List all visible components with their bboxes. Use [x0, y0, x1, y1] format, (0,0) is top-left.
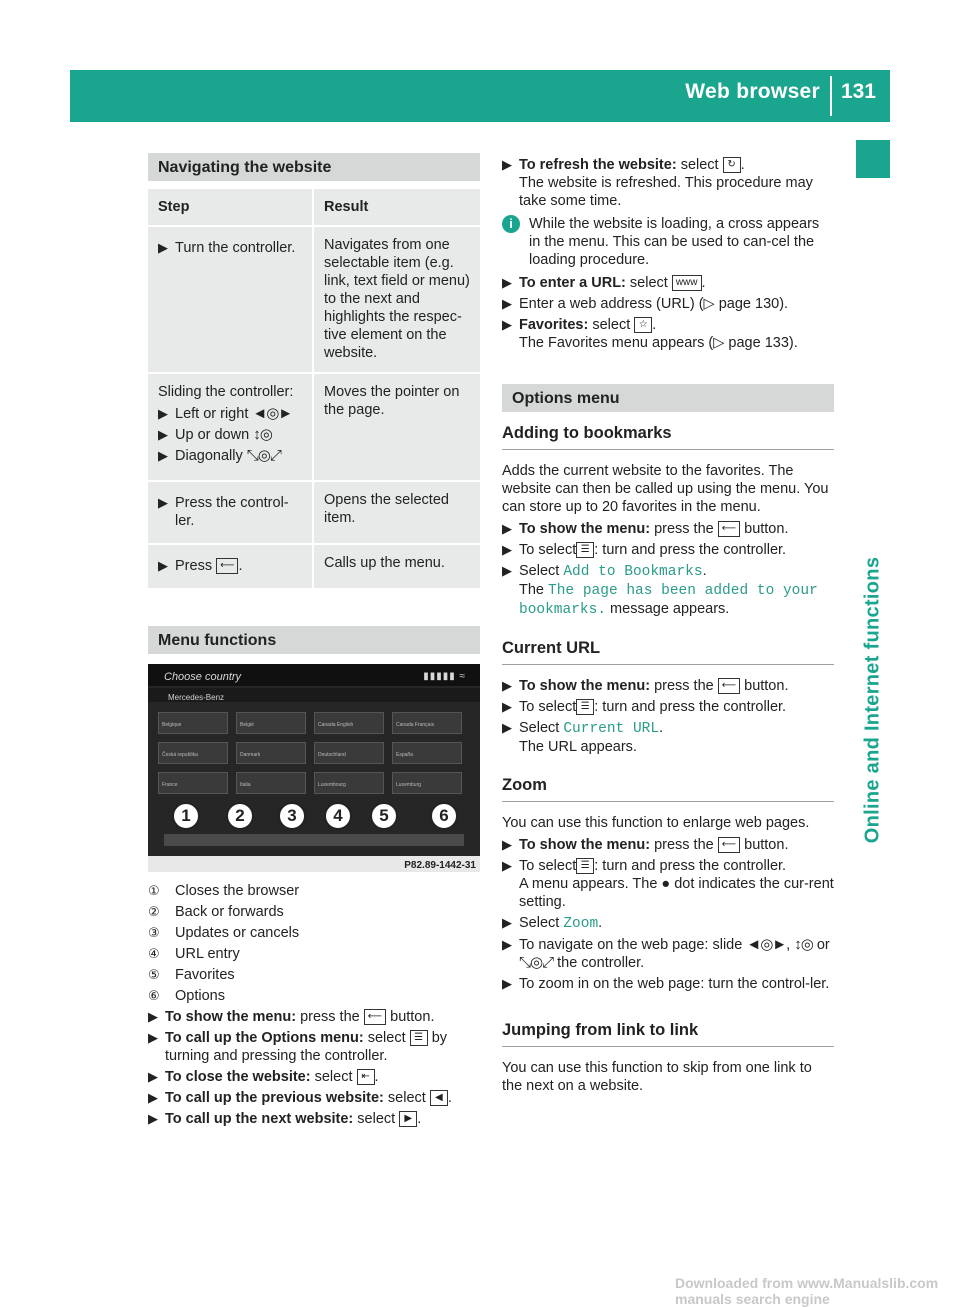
instruction-select-current-url: ▶ Select Current URL. The URL appears.: [502, 719, 834, 756]
page-number: 131: [840, 80, 876, 103]
figure-country-cell: Italia: [236, 772, 306, 794]
options-menu-icon: ☰: [576, 858, 594, 874]
jumping-intro: You can use this function to skip from one link to the next on a website.: [502, 1060, 812, 1094]
arrow-right-icon: ▶: [158, 448, 168, 463]
figure-country-cell: Deutschland: [314, 742, 384, 764]
arrow-right-icon: ▶: [502, 699, 512, 714]
step-instruction: ▶ Press ⟵ .: [158, 558, 243, 574]
legend-item: ① Closes the browser: [148, 883, 300, 899]
figure-country-cell: Česká republika: [158, 742, 228, 764]
figure-country-cell: België: [236, 712, 306, 734]
controller-slide-lr-icon: ◄◎►: [252, 405, 293, 422]
table-row: [148, 482, 480, 543]
legend-item: ② Back or forwards: [148, 904, 284, 920]
current-url-result: The URL appears.: [519, 739, 637, 755]
instruction-select-options: ▶ To select ☰ : turn and press the controller.: [502, 542, 787, 558]
figure-country-cell: España: [392, 742, 462, 764]
arrow-right-icon: ▶: [502, 937, 512, 952]
step-instruction: ▶ Press the control-ler.: [158, 495, 289, 529]
result-cell: Navigates from one selectable item (e.g. link, text field or menu) to the next and highlights the respec-tive element on the website.: [314, 227, 480, 372]
section-title-options-menu: Options menu: [502, 384, 834, 412]
legend-item: ④ URL entry: [148, 946, 240, 962]
arrow-right-icon: ▶: [502, 542, 512, 557]
options-menu-icon: ☰: [410, 1030, 428, 1046]
figure-country-cell: Danmark: [236, 742, 306, 764]
figure-url-text: Mercedes-Benz: [168, 693, 225, 702]
figure-country-cell: Belgique: [158, 712, 228, 734]
arrow-right-icon: ▶: [502, 563, 512, 578]
instruction-show-menu: ▶ To show the menu: press the ⟵ button.: [502, 837, 789, 853]
arrow-right-icon: ▶: [158, 406, 168, 421]
page-header: [70, 70, 890, 122]
instruction-close-website: ▶ To close the website: select ⇤ .: [148, 1069, 379, 1085]
menu-item-zoom: Zoom: [563, 916, 599, 932]
subsection-title-jumping: Jumping from link to link: [502, 1021, 834, 1047]
arrow-right-icon: ▶: [502, 720, 512, 735]
footer-watermark: Downloaded from www.Manualslib.com manuals search engine: [675, 1275, 939, 1307]
subsection-title-current-url: Current URL: [502, 639, 834, 665]
instruction-show-menu: ▶ To show the menu: press the ⟵ button.: [502, 678, 789, 694]
section-title-navigating: Navigating the website: [148, 153, 480, 181]
instruction-show-menu: ▶ To show the menu: press the ⟵ button.: [148, 1009, 435, 1025]
back-arrow-icon: ◀: [430, 1090, 448, 1106]
figure-toolbar: [164, 834, 464, 846]
side-chapter-label: Online and Internet functions: [861, 556, 884, 844]
zoom-menu-description: A menu appears. The ● dot indicates the cur-rent setting.: [519, 876, 834, 910]
arrow-right-icon: ▶: [148, 1030, 158, 1045]
left-column: [148, 153, 480, 1131]
figure-caption-bar: [148, 856, 480, 872]
result-cell: Calls up the menu.: [314, 545, 480, 588]
arrow-right-icon: ▶: [148, 1111, 158, 1126]
zoom-intro: You can use this function to enlarge web pages.: [502, 815, 810, 831]
arrow-right-icon: ▶: [148, 1009, 158, 1024]
options-menu-icon: ☰: [576, 542, 594, 558]
close-browser-icon: ⇤: [357, 1069, 375, 1085]
forward-arrow-icon: ▶: [399, 1111, 417, 1127]
instruction-select-bookmark: ▶ Select Add to Bookmarks. The The page has been added to your bookmarks. message appears.: [502, 562, 834, 619]
callout-4: 4: [324, 802, 352, 830]
instruction-enter-address: ▶ Enter a web address (URL) (▷ page 130).: [502, 296, 789, 312]
arrow-right-icon: ▶: [158, 495, 168, 510]
arrow-right-icon: ▶: [148, 1069, 158, 1084]
bookmark-message: The page has been added to your bookmarks.: [519, 583, 818, 618]
figure-country-cell: Luxembourg: [314, 772, 384, 794]
callout-2: 2: [226, 802, 254, 830]
table-header-row: [148, 189, 480, 225]
figure-legend: [148, 882, 480, 1005]
navigation-table: [148, 187, 480, 590]
arrow-right-icon: ▶: [158, 427, 168, 442]
info-icon: i: [502, 215, 520, 233]
table-row: [148, 374, 480, 480]
table-row: [148, 227, 480, 372]
instruction-enter-url: ▶ To enter a URL: select www .: [502, 275, 706, 291]
step-instruction: ▶ Diagonally ⤡◎⤢: [158, 447, 281, 464]
callout-6: 6: [430, 802, 458, 830]
result-cell: Opens the selected item.: [314, 482, 480, 543]
instruction-options-menu: ▶ To call up the Options menu: select ☰ by turning and pressing the controller.: [148, 1030, 448, 1064]
bookmarks-intro: Adds the current website to the favorites. The website can then be called up using the menu. You can store up to 20 favorites in the menu.: [502, 463, 829, 515]
figure-screen-title: Choose country: [164, 671, 242, 683]
controller-slide-diagonal-icon: ⤡◎⤢: [246, 447, 281, 464]
controller-slide-ud-icon: ↕◎: [253, 426, 272, 443]
step-instruction: ▶ Up or down ↕◎: [158, 426, 272, 443]
arrow-right-icon: ▶: [502, 915, 512, 930]
instruction-navigate-page: ▶ To navigate on the web page: slide ◄◎►, ↕◎ or ⤡◎⤢ the controller.: [502, 936, 830, 971]
back-key-icon: ⟵: [216, 558, 238, 574]
side-tab-marker: [856, 140, 890, 178]
callout-1: 1: [172, 802, 200, 830]
instruction-select-options: ▶ To select ☰ : turn and press the controller.: [502, 699, 787, 715]
arrow-right-icon: ▶: [502, 296, 512, 311]
figure-country-cell: France: [158, 772, 228, 794]
arrow-right-icon: ▶: [502, 275, 512, 290]
info-note: i While the website is loading, a cross appears in the menu. This can be used to can-cel the loading procedure.: [502, 215, 834, 269]
instruction-select-options: ▶ To select ☰ : turn and press the controller. A menu appears. The ● dot indicates the cur-rent setting.: [502, 858, 834, 910]
back-key-icon: ⟵: [718, 678, 740, 694]
arrow-right-icon: ▶: [502, 837, 512, 852]
figure-country-cell: Canada Français: [392, 712, 462, 734]
step-instruction: ▶ Turn the controller.: [158, 240, 296, 256]
callout-5: 5: [370, 802, 398, 830]
signal-icon: ▮▮▮▮▮ ≈: [423, 671, 466, 682]
refresh-description: The website is refreshed. This procedure may take some time.: [519, 175, 813, 209]
instruction-zoom-in: ▶ To zoom in on the web page: turn the control-ler.: [502, 976, 830, 992]
header-divider: [830, 76, 832, 116]
result-cell: Moves the pointer on the page.: [314, 374, 480, 480]
figure-country-cell: Canada English: [314, 712, 384, 734]
arrow-right-icon: ▶: [502, 678, 512, 693]
instruction-refresh: ▶ To refresh the website: select ↻ . The website is refreshed. This procedure may take some time.: [502, 156, 834, 210]
back-key-icon: ⟵: [718, 837, 740, 853]
controller-slide-diagonal-icon: ⤡◎⤢: [519, 954, 554, 971]
instruction-previous-website: ▶ To call up the previous website: select ◀ .: [148, 1090, 452, 1106]
controller-slide-ud-icon: ↕◎: [794, 936, 813, 953]
bookmark-result: The The page has been added to your bookmarks. message appears.: [519, 582, 818, 618]
col-header-step: Step: [148, 189, 314, 225]
legend-item: ③ Updates or cancels: [148, 925, 300, 941]
back-key-icon: ⟵: [364, 1009, 386, 1025]
slide-intro: Sliding the controller:: [158, 384, 294, 400]
arrow-right-icon: ▶: [502, 976, 512, 991]
url-entry-icon: www: [672, 275, 702, 291]
col-header-result: Result: [314, 189, 480, 225]
subsection-title-bookmarks: Adding to bookmarks: [502, 424, 834, 450]
menu-item-current-url: Current URL: [563, 721, 660, 737]
instruction-show-menu: ▶ To show the menu: press the ⟵ button.: [502, 521, 789, 537]
header-title: Web browser: [685, 80, 820, 103]
arrow-right-icon: ▶: [502, 521, 512, 536]
figure-code: P82.89-1442-31: [404, 860, 476, 871]
favorites-description: The Favorites menu appears (▷ page 133).: [519, 335, 798, 351]
callout-3: 3: [278, 802, 306, 830]
refresh-icon: ↻: [723, 157, 741, 173]
arrow-right-icon: ▶: [502, 858, 512, 873]
back-key-icon: ⟵: [718, 521, 740, 537]
instruction-favorites: ▶ Favorites: select ☆ . The Favorites menu appears (▷ page 133).: [502, 316, 834, 352]
subsection-title-zoom: Zoom: [502, 776, 834, 802]
arrow-right-icon: ▶: [148, 1090, 158, 1105]
arrow-right-icon: ▶: [158, 558, 168, 573]
favorites-star-icon: ☆: [634, 317, 652, 333]
browser-screenshot-figure: [148, 664, 480, 872]
legend-item: ⑥ Options: [148, 988, 225, 1004]
controller-slide-lr-icon: ◄◎►: [746, 936, 787, 953]
instruction-select-zoom: ▶ Select Zoom.: [502, 915, 603, 932]
figure-country-cell: Luxemburg: [392, 772, 462, 794]
arrow-right-icon: ▶: [502, 157, 512, 172]
right-column: [502, 153, 834, 1099]
step-instruction: ▶ Left or right ◄◎►: [158, 405, 293, 422]
options-menu-icon: ☰: [576, 699, 594, 715]
section-title-menu-functions: Menu functions: [148, 626, 480, 654]
menu-item-add-to-bookmarks: Add to Bookmarks: [563, 564, 703, 580]
table-row: [148, 545, 480, 588]
legend-item: ⑤ Favorites: [148, 967, 235, 983]
arrow-right-icon: ▶: [502, 317, 512, 332]
instruction-next-website: ▶ To call up the next website: select ▶ .: [148, 1111, 422, 1127]
arrow-right-icon: ▶: [158, 240, 168, 255]
